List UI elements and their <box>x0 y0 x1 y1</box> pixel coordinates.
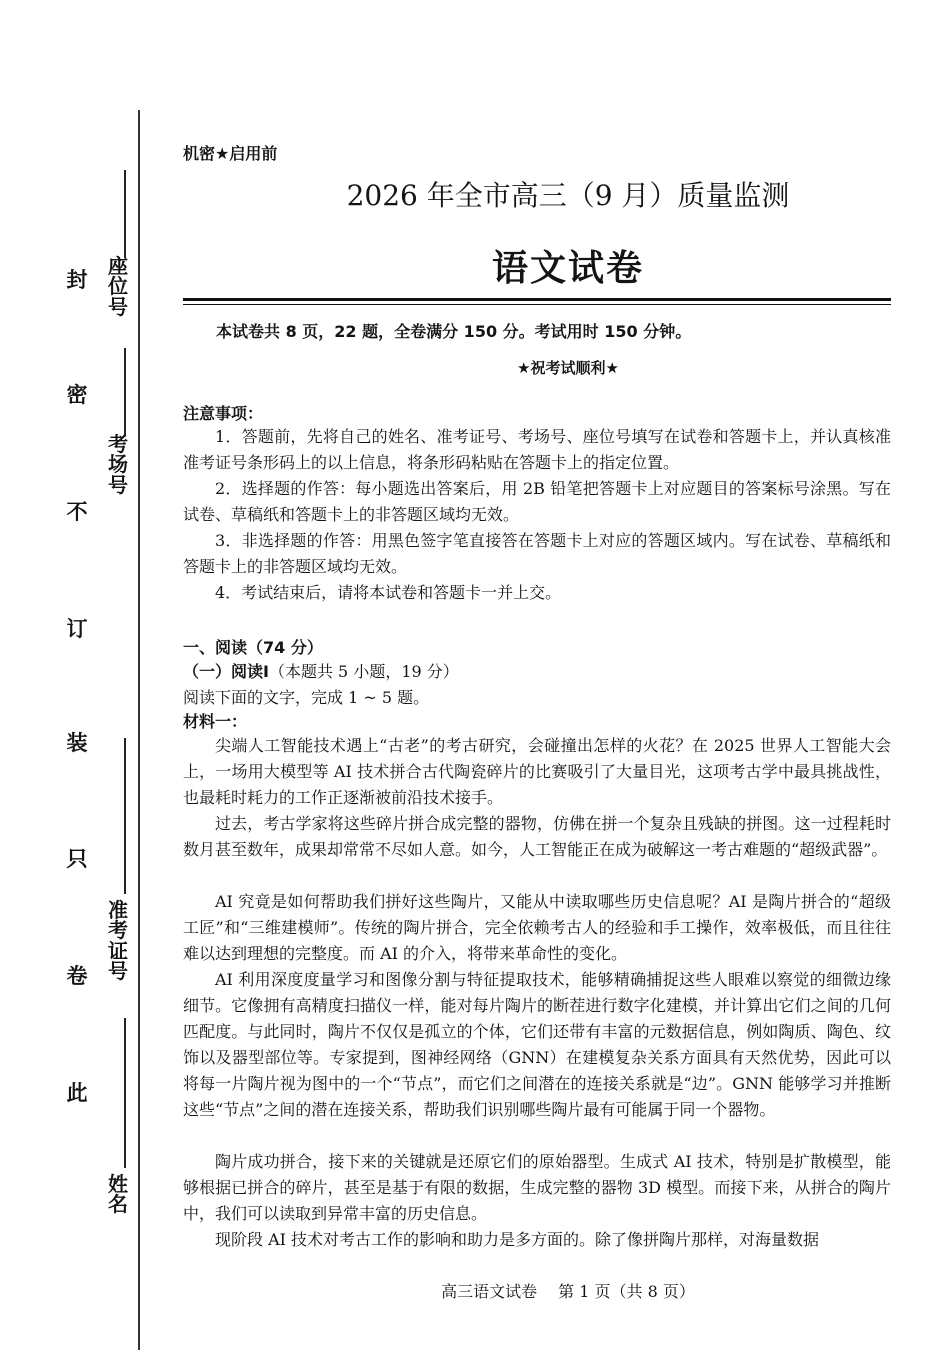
exam-room-field-label: 考场号 <box>108 432 128 497</box>
material-label: 材料一： <box>183 712 248 731</box>
notes-heading: 注意事项： <box>183 404 264 423</box>
confidential-label: 机密★启用前 <box>183 144 278 163</box>
subsection-detail: （本题共 5 小题，19 分） <box>268 662 459 681</box>
seal-char: 卷 <box>66 964 88 988</box>
admission-ticket-field-label: 准考证号 <box>108 898 128 984</box>
header-rule-thin <box>183 304 891 305</box>
subsection-part: （一）阅读Ⅰ <box>183 662 269 681</box>
name-line <box>124 1018 126 1168</box>
name-field-label: 姓名 <box>108 1172 128 1217</box>
exam-room-line <box>124 348 126 436</box>
good-luck-line: ★祝考试顺利★ <box>517 359 619 377</box>
section-heading: 一、阅读（74 分） <box>183 638 323 657</box>
page-footer: 高三语文试卷 第 1 页（共 8 页） <box>441 1282 695 1301</box>
seal-char: 不 <box>66 500 88 524</box>
reading-instruction: 阅读下面的文字，完成 1 ~ 5 题。 <box>183 688 430 707</box>
note-item: 1．答题前，先将自己的姓名、准考证号、考场号、座位号填写在试卷和答题卡上，并认真核准准考证号条形码上的以上信息，将条形码粘贴在答题卡上的指定位置。 <box>183 427 891 472</box>
subsection-heading <box>183 659 459 682</box>
admission-ticket-line <box>124 738 126 894</box>
passage-paragraph: AI 究竟是如何帮助我们拼好这些陶片，又能从中读取哪些历史信息呢？AI 是陶片拼合的“超级工匠”和“三维建模师”。传统的陶片拼合，完全依赖考古人的经验和手工操作，效率极低，而且往往难以达到理想的完整度。而 AI 的介入，将带来革命性的变化。 <box>183 892 891 963</box>
seat-number-line <box>124 170 126 258</box>
seal-char: 只 <box>66 847 88 871</box>
seal-char: 装 <box>66 731 88 755</box>
exam-title: 2026 年全市高三（9 月）质量监测 <box>346 179 790 212</box>
binding-fold-line <box>138 110 140 1350</box>
note-item: 3．非选择题的作答：用黑色签字笔直接答在答题卡上对应的答题区域内。写在试卷、草稿纸和答题卡上的非答题区域均无效。 <box>183 531 891 576</box>
note-item: 4．考试结束后，请将本试卷和答题卡一并上交。 <box>215 583 562 602</box>
header-rule-thick <box>183 298 891 301</box>
seat-number-field-label: 座位号 <box>108 254 128 319</box>
seal-char: 此 <box>66 1081 88 1105</box>
exam-info: 本试卷共 8 页，22 题，全卷满分 150 分。考试用时 150 分钟。 <box>216 322 692 341</box>
passage-paragraph: 过去，考古学家将这些碎片拼合成完整的器物，仿佛在拼一个复杂且残缺的拼图。这一过程耗时数月甚至数年，成果却常常不尽如人意。如今，人工智能正在成为破解这一考古难题的“超级武器”。 <box>183 814 891 859</box>
seal-char: 订 <box>66 617 88 641</box>
note-item: 2．选择题的作答：每小题选出答案后，用 2B 铅笔把答题卡上对应题目的答案标号涂黑。写在试卷、草稿纸和答题卡上的非答题区域均无效。 <box>183 479 891 524</box>
seal-char: 密 <box>66 383 88 407</box>
subject-title: 语文试卷 <box>491 248 644 289</box>
passage-paragraph: 尖端人工智能技术遇上“古老”的考古研究，会碰撞出怎样的火花？在 2025 世界人工智能大会上，一场用大模型等 AI 技术拼合古代陶瓷碎片的比赛吸引了大量目光，这项考古学中最具挑战性，也最耗时耗力的工作正逐渐被前沿技术接手。 <box>183 736 891 807</box>
seal-char: 封 <box>66 268 88 292</box>
passage-paragraph: 现阶段 AI 技术对考古工作的影响和助力是多方面的。除了像拼陶片那样，对海量数据 <box>215 1230 820 1249</box>
passage-paragraph: AI 利用深度度量学习和图像分割与特征提取技术，能够精确捕捉这些人眼难以察觉的细微边缘细节。它像拥有高精度扫描仪一样，能对每片陶片的断茬进行数字化建模，并计算出它们之间的几何匹配度。与此同时，陶片不仅仅是孤立的个体，它们还带有丰富的元数据信息，例如陶质、陶色、纹饰以及器型部位等。专家提到，图神经网络（GNN）在建模复杂关系方面具有天然优势，因此可以将每一片陶片视为图中的一个“节点”，而它们之间潜在的连接关系就是“边”。GNN 能够学习并推断这些“节点”之间的潜在连接关系，帮助我们识别哪些陶片最有可能属于同一个器物。 <box>183 970 891 1119</box>
passage-paragraph: 陶片成功拼合，接下来的关键就是还原它们的原始器型。生成式 AI 技术，特别是扩散模型，能够根据已拼合的碎片，甚至是基于有限的数据，生成完整的器物 3D 模型。而接下来，从拼合的陶片中，我们可以读取到异常丰富的历史信息。 <box>183 1152 891 1223</box>
